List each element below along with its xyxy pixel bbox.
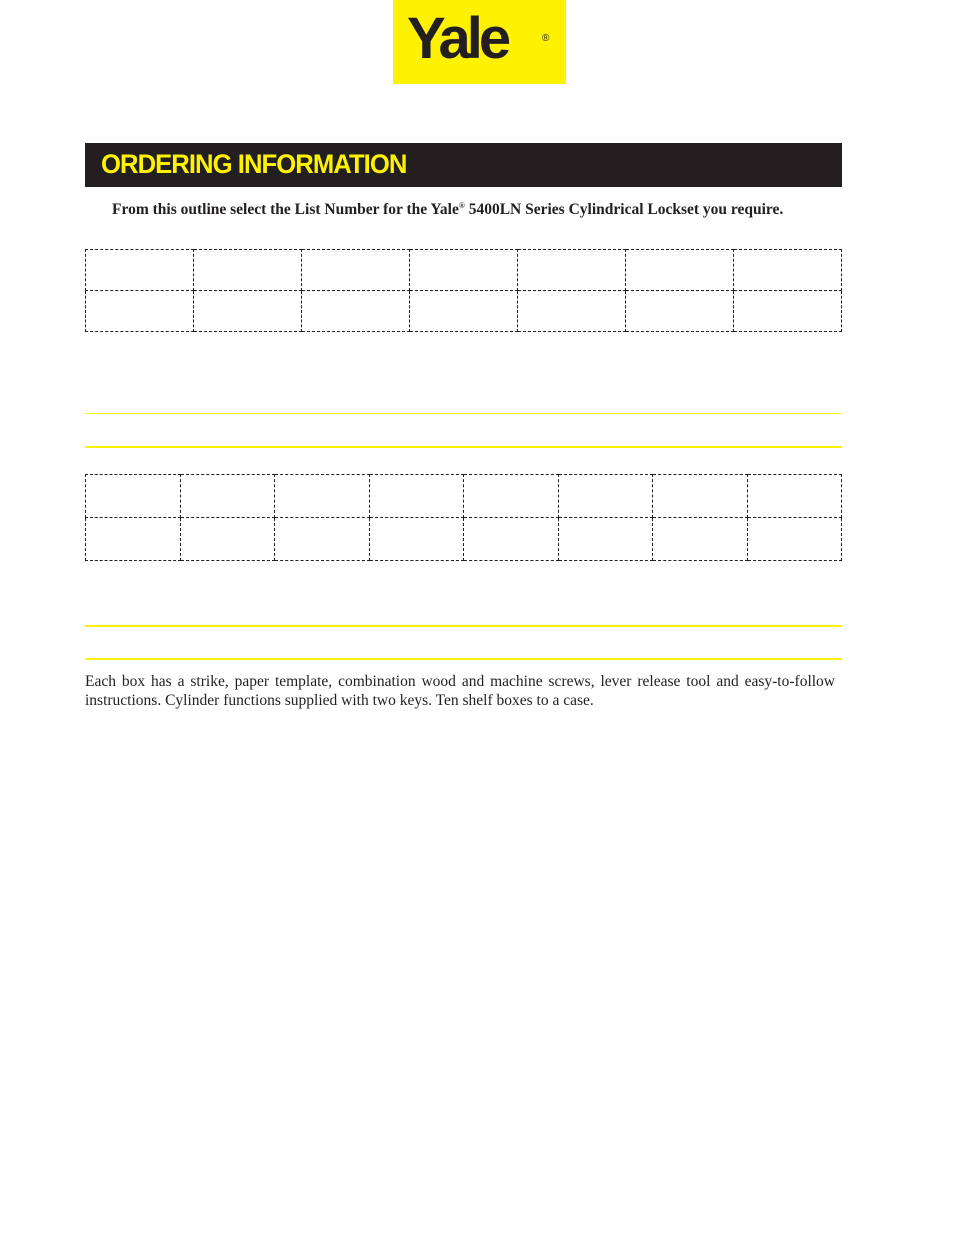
table-cell bbox=[518, 250, 626, 291]
box-contents-text: Each box has a strike, paper template, combination wood and machine screws, lever release tool and easy-to-follow instructions. Cylinder functions supplied with two keys. Ten shelf boxes to a case. bbox=[85, 673, 835, 709]
table-cell bbox=[180, 475, 275, 518]
table-cell bbox=[410, 291, 518, 332]
table-cell bbox=[369, 518, 464, 561]
yale-logo bbox=[393, 0, 566, 84]
table-row bbox=[86, 291, 842, 332]
table-cell bbox=[653, 475, 748, 518]
table-cell bbox=[734, 291, 842, 332]
table-cell bbox=[86, 475, 181, 518]
table-cell bbox=[180, 518, 275, 561]
list-number-table-2 bbox=[85, 474, 842, 561]
intro-text bbox=[112, 201, 842, 219]
registered-mark: ® bbox=[542, 33, 550, 44]
divider-line bbox=[85, 658, 842, 660]
table-cell bbox=[275, 475, 370, 518]
table-cell bbox=[747, 475, 842, 518]
table-cell bbox=[558, 518, 653, 561]
divider-line bbox=[85, 625, 842, 627]
divider-line bbox=[85, 413, 842, 414]
table-row bbox=[86, 250, 842, 291]
table-cell bbox=[369, 475, 464, 518]
table-cell bbox=[86, 291, 194, 332]
table-cell bbox=[86, 518, 181, 561]
table-row bbox=[86, 518, 842, 561]
table-cell bbox=[275, 518, 370, 561]
section-title: ORDERING INFORMATION bbox=[101, 149, 407, 179]
table-cell bbox=[86, 250, 194, 291]
table-cell bbox=[653, 518, 748, 561]
intro-before: From this outline select the List Number for the Yale bbox=[112, 201, 459, 219]
table-cell bbox=[558, 475, 653, 518]
table-cell bbox=[410, 250, 518, 291]
table-cell bbox=[194, 250, 302, 291]
intro-after: 5400LN Series Cylindrical Lockset you require. bbox=[464, 201, 784, 219]
list-number-table-1 bbox=[85, 249, 842, 332]
table-cell bbox=[626, 291, 734, 332]
table-cell bbox=[518, 291, 626, 332]
table-cell bbox=[464, 518, 559, 561]
table-cell bbox=[194, 291, 302, 332]
table-cell bbox=[464, 475, 559, 518]
table-row bbox=[86, 475, 842, 518]
table-cell bbox=[302, 250, 410, 291]
table-cell bbox=[302, 291, 410, 332]
section-header bbox=[85, 143, 842, 187]
divider-line bbox=[85, 446, 842, 448]
table-cell bbox=[734, 250, 842, 291]
table-cell bbox=[626, 250, 734, 291]
logo-wordmark: Yale bbox=[407, 6, 508, 71]
table-cell bbox=[747, 518, 842, 561]
intro-registered-mark: ® bbox=[458, 201, 465, 210]
